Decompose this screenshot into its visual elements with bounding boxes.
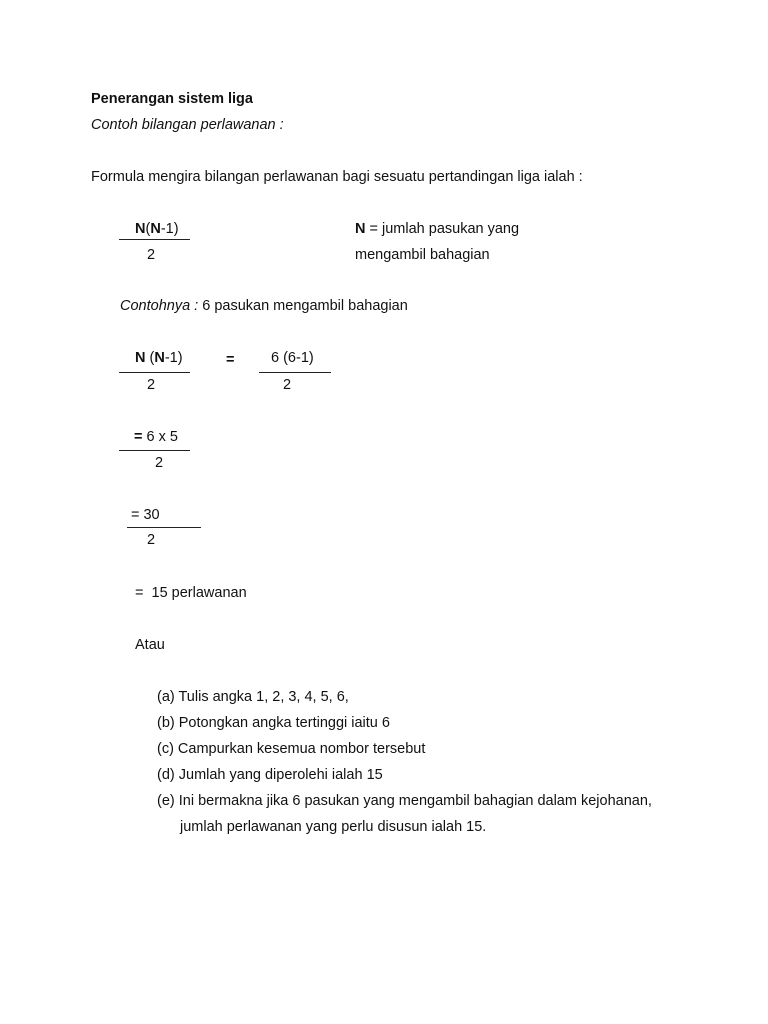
step2-equals-sign: = bbox=[134, 429, 143, 445]
example-label: Contohnya : bbox=[120, 298, 199, 314]
step1-left-numerator bbox=[135, 349, 183, 367]
document-subtitle: Contoh bilangan perlawanan : bbox=[91, 117, 284, 133]
document-title: Penerangan sistem liga bbox=[91, 91, 253, 107]
result-line: = 15 perlawanan bbox=[135, 585, 247, 601]
list-item: (e) Ini bermakna jika 6 pasukan yang mengambil bahagian dalam kejohanan, bbox=[157, 793, 652, 809]
formula-n-symbol-2: N bbox=[150, 221, 161, 237]
formula-numerator bbox=[135, 220, 179, 238]
list-item: (d) Jumlah yang diperolehi ialah 15 bbox=[157, 767, 383, 783]
step1-minus-one: -1) bbox=[164, 350, 183, 366]
list-item: (a) Tulis angka 1, 2, 3, 4, 5, 6, bbox=[157, 689, 349, 705]
step2-denominator: 2 bbox=[155, 455, 164, 471]
step2-fraction-bar bbox=[119, 450, 190, 451]
list-item-continuation: jumlah perlawanan yang perlu disusun ialah 15. bbox=[180, 819, 487, 835]
step2-numerator bbox=[134, 428, 178, 446]
list-item: (c) Campurkan kesemua nombor tersebut bbox=[157, 741, 426, 757]
step1-n-symbol: N bbox=[135, 350, 146, 366]
step1-left-denominator: 2 bbox=[147, 377, 156, 393]
list-item: (b) Potongkan angka tertinggi iaitu 6 bbox=[157, 715, 390, 731]
intro-paragraph: Formula mengira bilangan perlawanan bagi sesuatu pertandingan liga ialah : bbox=[91, 169, 583, 185]
step1-left-fraction-bar bbox=[119, 372, 190, 373]
step1-right-denominator: 2 bbox=[283, 377, 292, 393]
step3-numerator: = 30 bbox=[131, 507, 160, 523]
step3-denominator: 2 bbox=[147, 532, 156, 548]
step1-equals-sign: = bbox=[226, 352, 235, 368]
formula-definition-line-1 bbox=[355, 220, 519, 238]
example-line bbox=[120, 297, 408, 315]
step1-paren-open: ( bbox=[145, 350, 155, 366]
formula-fraction-bar bbox=[119, 239, 190, 240]
definition-text: = jumlah pasukan yang bbox=[365, 221, 520, 237]
definition-n-symbol: N bbox=[355, 221, 366, 237]
formula-n-symbol: N bbox=[135, 221, 146, 237]
step1-right-fraction-bar bbox=[259, 372, 331, 373]
formula-minus-one: -1) bbox=[160, 221, 179, 237]
atau-label: Atau bbox=[135, 637, 165, 653]
formula-denominator: 2 bbox=[147, 247, 156, 263]
formula-paren-open: ( bbox=[145, 221, 151, 237]
formula-definition-line-2: mengambil bahagian bbox=[355, 247, 490, 263]
step3-fraction-bar bbox=[127, 527, 201, 528]
example-text: 6 pasukan mengambil bahagian bbox=[198, 298, 408, 314]
step1-n-symbol-2: N bbox=[154, 350, 165, 366]
step1-right-numerator: 6 (6-1) bbox=[271, 350, 314, 366]
step2-product: 6 x 5 bbox=[142, 429, 178, 445]
